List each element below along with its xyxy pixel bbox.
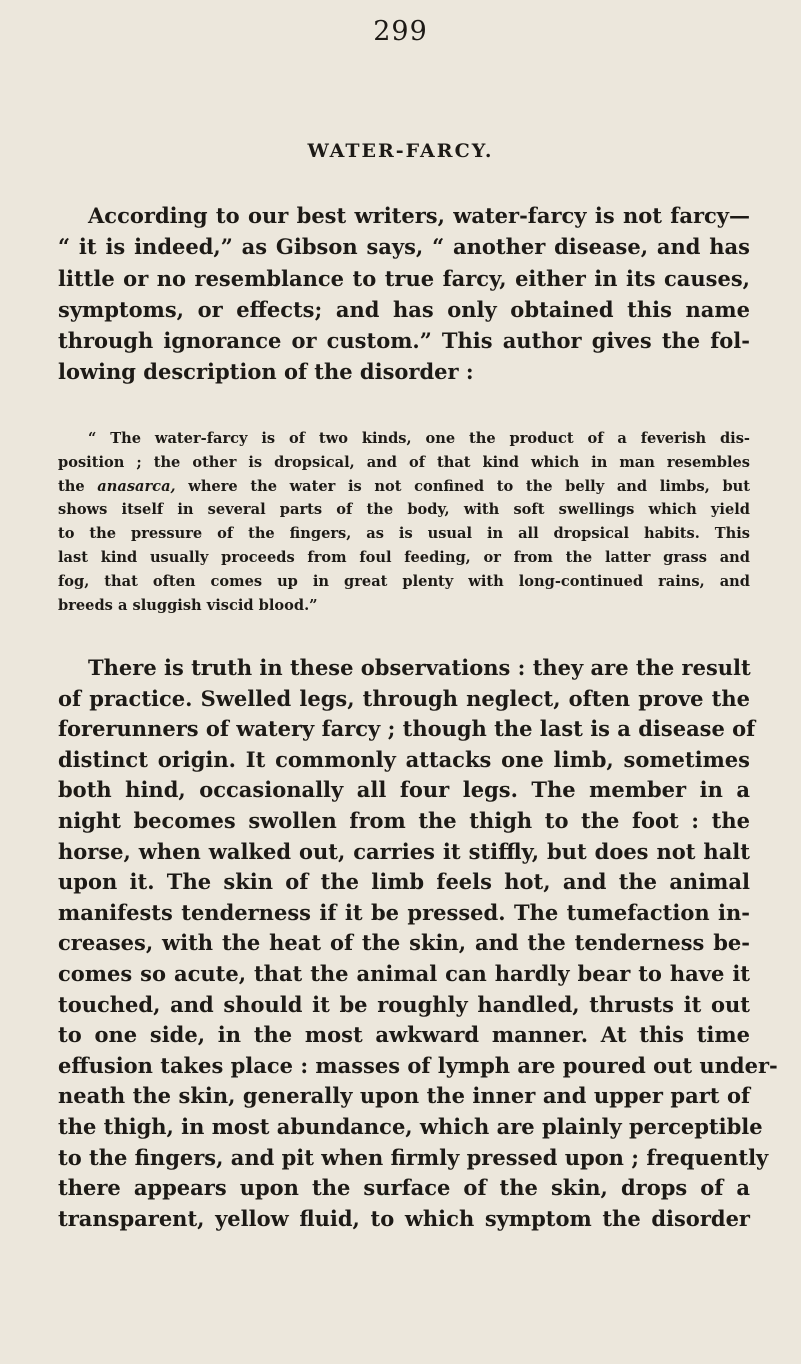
paragraph-intro <box>58 200 750 388</box>
quote-line: last kind usually proceeds from foul feeding, or from the latter grass and <box>58 548 750 566</box>
quote-line: fog, that often comes up in great plenty with long-continued rains, and <box>58 572 750 590</box>
quote-line: breeds a sluggish viscid blood.” <box>58 596 318 614</box>
text-line: touched, and should it be roughly handled, thrusts it out <box>58 991 750 1017</box>
text-line: of practice. Swelled legs, through neglect, often prove the <box>58 685 750 711</box>
text-line: neath the skin, generally upon the inner and upper part of <box>58 1083 750 1109</box>
paragraph-observations <box>58 653 778 1234</box>
text-line: effusion takes place : masses of lymph are poured out under- <box>58 1052 778 1078</box>
text-line: lowing description of the disorder : <box>58 359 474 385</box>
text-line: manifests tenderness if it be pressed. The tumefaction in- <box>58 899 750 925</box>
text-line: According to our best writers, water-farcy is not farcy— <box>88 203 750 228</box>
text-line: night becomes swollen from the thigh to the foot : the <box>58 807 750 833</box>
text-line: to one side, in the most awkward manner. At this time <box>58 1022 750 1048</box>
quote-line-end: where the water is not confined to the belly and limbs, but <box>175 477 750 495</box>
text-line: both hind, occasionally all four legs. The member in a <box>58 777 750 803</box>
quote-line: “ The water-farcy is of two kinds, one the product of a feverish dis- <box>88 430 750 447</box>
text-line: through ignorance or custom.” This author gives the fol- <box>58 328 750 354</box>
quote-line: shows itself in several parts of the body, with soft swellings which yield <box>58 501 750 519</box>
text-line: forerunners of watery farcy ; though the last is a disease of <box>58 716 756 742</box>
quote-line <box>58 475 750 499</box>
text-line: comes so acute, that the animal can hardly bear to have it <box>58 960 750 986</box>
text-line: symptoms, or effects; and has only obtained this name <box>58 296 750 322</box>
text-line: upon it. The skin of the limb feels hot, and the animal <box>58 869 750 895</box>
text-line: there appears upon the surface of the skin, drops of a <box>58 1175 750 1201</box>
quote-line-start: the <box>58 477 98 495</box>
text-line: to the fingers, and pit when firmly pressed upon ; frequently <box>58 1144 769 1170</box>
quote-line: to the pressure of the fingers, as is usual in all dropsical habits. This <box>58 525 750 543</box>
text-line: horse, when walked out, carries it stiffly, but does not halt <box>58 838 750 864</box>
text-line: “ it is indeed,” as Gibson says, “ another disease, and has <box>58 234 750 260</box>
text-line: creases, with the heat of the skin, and the tenderness be- <box>58 930 750 956</box>
text-line: distinct origin. It commonly attacks one limb, sometimes <box>58 746 750 772</box>
text-line: little or no resemblance to true farcy, either in its causes, <box>58 265 750 291</box>
block-quotation <box>58 427 750 617</box>
section-heading: WATER-FARCY. <box>307 140 494 162</box>
page-number: 299 <box>373 16 428 47</box>
italic-term: anasarca, <box>97 477 176 495</box>
text-line: the thigh, in most abundance, which are plainly perceptible <box>58 1113 763 1139</box>
text-line: There is truth in these observations : they are the result <box>88 655 751 680</box>
quote-line: position ; the other is dropsical, and of that kind which in man resembles <box>58 453 750 471</box>
text-line: transparent, yellow fluid, to which symptom the disorder <box>58 1205 750 1231</box>
